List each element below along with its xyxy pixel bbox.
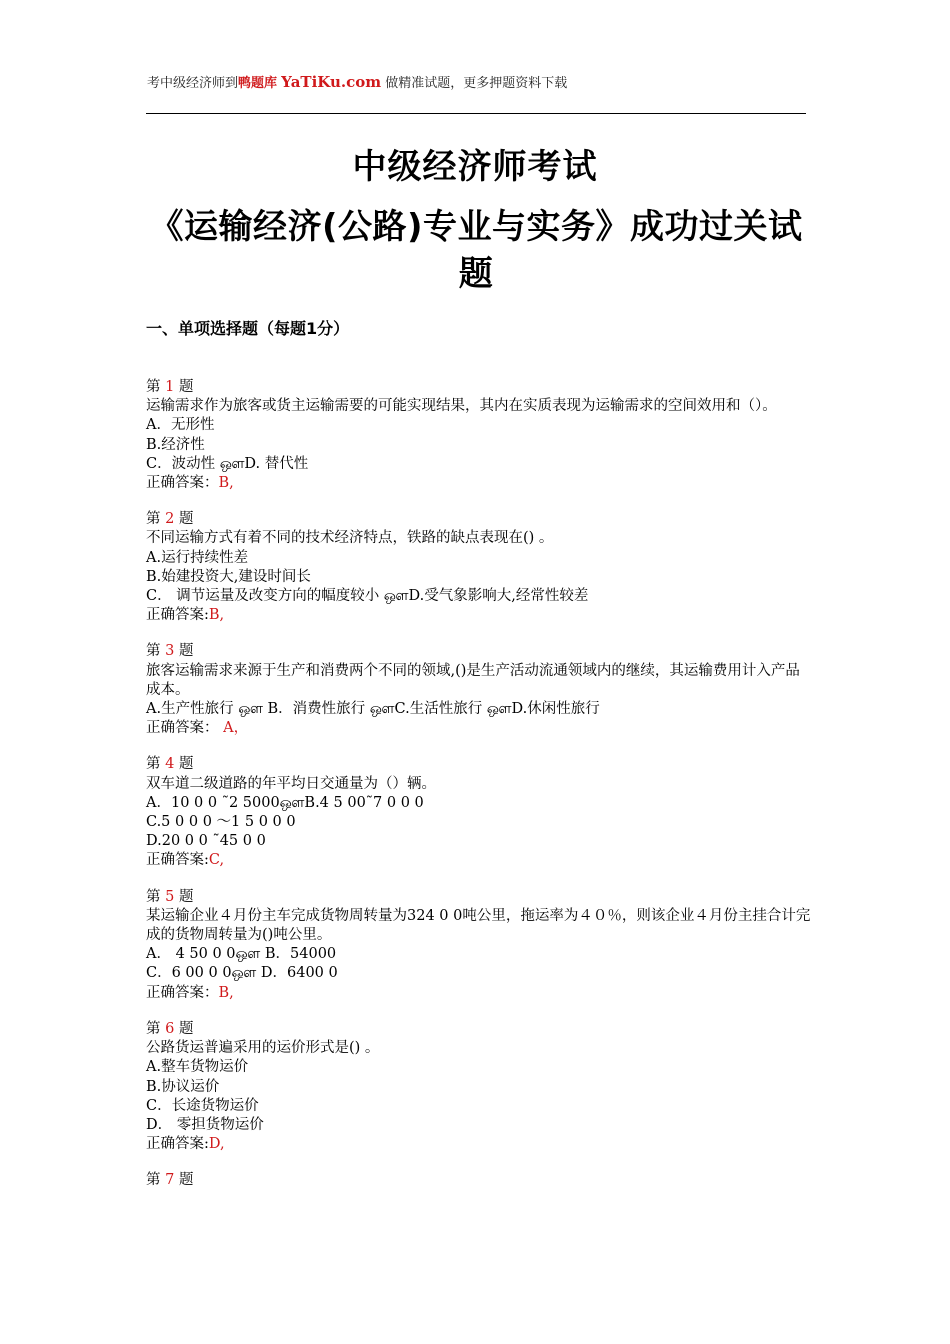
question-option: A.生产性旅行 ஔ B．消费性旅行 ஔC.生活性旅行 ஔD.休闲性旅行 <box>146 701 600 718</box>
question-option: C．长途货物运价 <box>146 1097 259 1114</box>
question-number: 5 <box>165 888 175 905</box>
question-item <box>146 510 811 625</box>
question-label: 第 1 题 <box>146 379 194 395</box>
question-stem: 公路货运普遍采用的运价形式是() 。 <box>146 1040 380 1057</box>
question-stem: 双车道二级道路的年平均日交通量为（）辆。 <box>146 775 436 792</box>
question-stem: 旅客运输需求来源于生产和消费两个不同的领域,()是生产活动流通领域内的继续，其运输费用计入产品成本。 <box>146 662 800 698</box>
question-label: 第 6 题 <box>146 1020 194 1037</box>
doc-title-line2: 《运输经济(公路)专业与实务》成功过关试题 <box>149 207 803 294</box>
question-number: 4 <box>165 756 175 773</box>
question-number: 6 <box>165 1020 175 1037</box>
question-label: 第 3 题 <box>146 643 194 660</box>
question-item <box>146 1020 811 1154</box>
answer-value: B, <box>208 607 225 624</box>
question-label: 第 2 题 <box>146 511 194 528</box>
question-option: A.整车货物运价 <box>146 1059 249 1076</box>
question-answer: 正确答案：B, <box>146 984 234 1001</box>
question-label: 第 4 题 <box>146 756 194 773</box>
question-list <box>146 378 811 1208</box>
header-brand[interactable]: 鸭题库 <box>238 76 278 91</box>
page-header <box>147 72 567 91</box>
section-heading: 一、单项选择题（每题1分） <box>146 319 350 338</box>
question-option: C．波动性 ஔD. 替代性 <box>146 455 309 472</box>
answer-value: B, <box>218 984 234 1001</box>
question-option: D． 零担货物运价 <box>146 1116 264 1133</box>
question-stem: 运输需求作为旅客或货主运输需要的可能实现结果，其内在实质表现为运输需求的空间效用和（）。 <box>146 398 777 415</box>
question-option: B.始建投资大,建设时间长 <box>146 568 311 585</box>
question-option: B.协议运价 <box>146 1078 220 1095</box>
question-answer: 正确答案： A， <box>146 720 249 737</box>
question-number: 1 <box>165 379 175 395</box>
doc-title-line1: 中级经济师考试 <box>352 147 598 187</box>
question-item <box>146 1171 811 1190</box>
question-option: C．6 00 0 0ஔ D．6400 0 <box>146 965 338 982</box>
question-item <box>146 378 811 493</box>
question-option: A． 4 50 0 0ஔ B．54000 <box>146 946 337 963</box>
question-option: C.5 0 0 0 ～1 5 0 0 0 <box>146 814 296 831</box>
header-suffix: 做精准试题，更多押题资料下载 <box>385 76 568 91</box>
answer-value: A， <box>223 720 249 737</box>
answer-value: B, <box>218 475 234 492</box>
header-prefix: 考中级经济师到 <box>147 76 239 91</box>
question-option: A．无形性 <box>146 417 215 434</box>
question-answer: 正确答案:C, <box>146 852 225 869</box>
question-item <box>146 888 811 1003</box>
question-answer: 正确答案：B, <box>146 475 234 492</box>
question-stem: 不同运输方式有着不同的技术经济特点，铁路的缺点表现在() 。 <box>146 530 554 547</box>
question-option: B.经济性 <box>146 436 205 453</box>
question-label: 第 7 题 <box>146 1172 194 1189</box>
question-answer: 正确答案:B, <box>146 607 225 624</box>
answer-value: C, <box>208 852 225 869</box>
question-option: C． 调节运量及改变方向的幅度较小 ஔD.受气象影响大,经常性较差 <box>146 588 589 605</box>
question-option: A．10 0 0 ˜2 5000ஔB.4 5 00˜7 0 0 0 <box>146 794 424 811</box>
question-label: 第 5 题 <box>146 888 194 905</box>
question-stem: 某运输企业４月份主车完成货物周转量为324 0 0吨公里，拖运率为４０％，则该企业４月份主挂合计完成的货物周转量为()吨公里。 <box>146 907 811 944</box>
question-option: D.20 0 0 ˜45 0 0 <box>146 833 266 850</box>
question-option: A.运行持续性差 <box>146 549 249 566</box>
header-divider <box>146 113 806 114</box>
answer-value: D, <box>208 1136 225 1153</box>
header-site-link[interactable]: YaTiKu.com <box>281 73 382 91</box>
question-number: 7 <box>165 1172 175 1189</box>
question-answer: 正确答案:D, <box>146 1136 225 1153</box>
question-item <box>146 755 811 870</box>
question-item <box>146 642 811 738</box>
question-number: 3 <box>165 643 175 660</box>
question-number: 2 <box>165 511 175 528</box>
